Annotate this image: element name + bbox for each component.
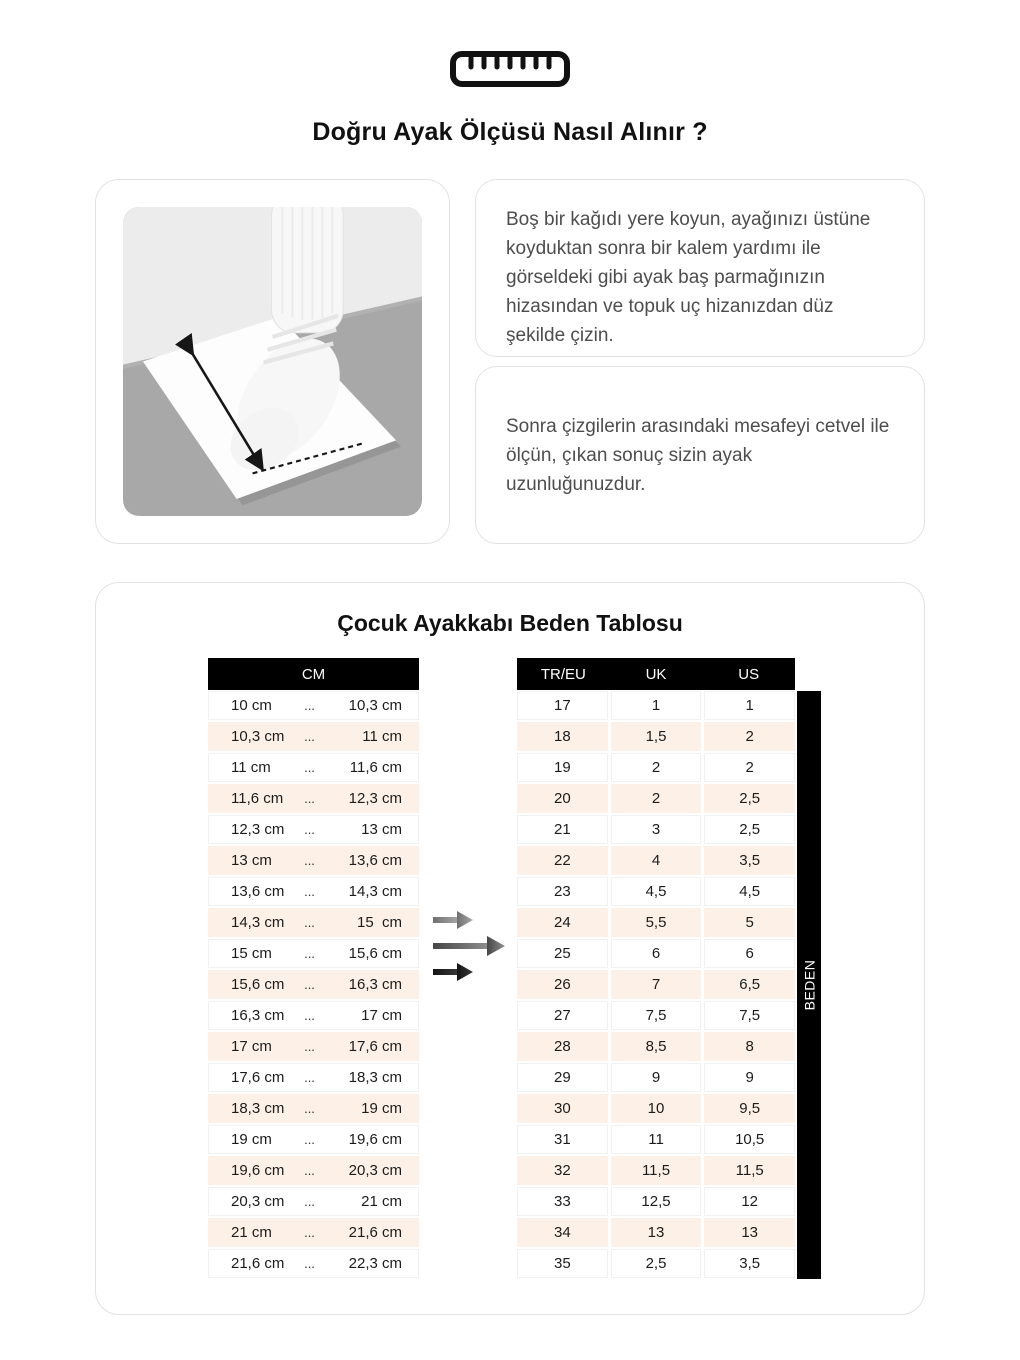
size-cell-us: 2,5 bbox=[704, 815, 795, 844]
size-table-row bbox=[517, 1094, 795, 1123]
instruction-card-1 bbox=[475, 179, 925, 357]
cm-cell-sep: ... bbox=[304, 1256, 315, 1271]
size-cell-tr-eu: 21 bbox=[517, 815, 608, 844]
cm-table-row bbox=[208, 1249, 419, 1278]
size-cell-us: 4,5 bbox=[704, 877, 795, 906]
beden-label: BEDEN bbox=[801, 959, 818, 1011]
cm-cell-sep: ... bbox=[304, 760, 315, 775]
cm-cell-from: 16,3 cm bbox=[231, 1007, 285, 1024]
size-cell-tr-eu: 25 bbox=[517, 939, 608, 968]
size-table-row bbox=[517, 1187, 795, 1216]
header-uk: UK bbox=[645, 665, 667, 683]
size-table-row bbox=[517, 970, 795, 999]
cm-table-row bbox=[208, 1156, 419, 1185]
cm-cell-to: 22,3 cm bbox=[348, 1255, 402, 1272]
size-table-row bbox=[517, 753, 795, 782]
cm-cell-to: 17,6 cm bbox=[348, 1038, 402, 1055]
measurement-guide-section bbox=[95, 179, 925, 544]
cm-cell-to: 19,6 cm bbox=[348, 1131, 402, 1148]
cm-table-row bbox=[208, 908, 419, 937]
cm-cell-from: 10,3 cm bbox=[231, 728, 285, 745]
cm-cell-sep: ... bbox=[304, 729, 315, 744]
size-table-row bbox=[517, 1156, 795, 1185]
size-cell-tr-eu: 30 bbox=[517, 1094, 608, 1123]
cm-cell-sep: ... bbox=[304, 1163, 315, 1178]
size-table-row bbox=[517, 939, 795, 968]
size-cell-tr-eu: 29 bbox=[517, 1063, 608, 1092]
international-size-table bbox=[517, 658, 795, 1280]
cm-cell-from: 17,6 cm bbox=[231, 1069, 285, 1086]
size-cell-uk: 1,5 bbox=[611, 722, 702, 751]
cm-cell-to: 18,3 cm bbox=[348, 1069, 402, 1086]
cm-cell-sep: ... bbox=[304, 1194, 315, 1209]
cm-cell-to: 16,3 cm bbox=[348, 976, 402, 993]
size-cell-us: 7,5 bbox=[704, 1001, 795, 1030]
size-cell-us: 6 bbox=[704, 939, 795, 968]
cm-table-row bbox=[208, 815, 419, 844]
cm-cell-from: 19,6 cm bbox=[231, 1162, 285, 1179]
cm-cell-sep: ... bbox=[304, 1070, 315, 1085]
cm-cell-sep: ... bbox=[304, 946, 315, 961]
cm-cell-to: 13,6 cm bbox=[348, 852, 402, 869]
size-table-header bbox=[517, 658, 795, 690]
size-table-row bbox=[517, 1249, 795, 1278]
cm-table-row bbox=[208, 1094, 419, 1123]
size-cell-us: 5 bbox=[704, 908, 795, 937]
cm-cell-to: 20,3 cm bbox=[348, 1162, 402, 1179]
size-table-row bbox=[517, 877, 795, 906]
size-table-row bbox=[517, 722, 795, 751]
size-cell-us: 2 bbox=[704, 722, 795, 751]
size-cell-us: 2,5 bbox=[704, 784, 795, 813]
transfer-arrows-icon bbox=[433, 911, 505, 981]
cm-cell-from: 15 cm bbox=[231, 945, 272, 962]
size-cell-tr-eu: 33 bbox=[517, 1187, 608, 1216]
cm-cell-to: 21 cm bbox=[361, 1193, 402, 1210]
cm-table-row bbox=[208, 1063, 419, 1092]
size-cell-us: 1 bbox=[704, 691, 795, 720]
size-table-row bbox=[517, 815, 795, 844]
cm-cell-from: 21,6 cm bbox=[231, 1255, 285, 1272]
instruction-text-1: Boş bir kağıdı yere koyun, ayağınızı üstüne koyduktan sonra bir kalem yardımı ile görseldeki gibi ayak baş parmağınızın hizasından ve topuk uç hizanızdan düz şekilde çizin. bbox=[506, 209, 871, 346]
size-cell-uk: 4 bbox=[611, 846, 702, 875]
instruction-card-2 bbox=[475, 366, 925, 544]
cm-table-header bbox=[208, 658, 419, 690]
size-cell-tr-eu: 23 bbox=[517, 877, 608, 906]
cm-cell-to: 15 cm bbox=[356, 914, 402, 931]
cm-table-row bbox=[208, 784, 419, 813]
cm-table-row bbox=[208, 1032, 419, 1061]
size-cell-tr-eu: 17 bbox=[517, 691, 608, 720]
page-title: Doğru Ayak Ölçüsü Nasıl Alınır ? bbox=[312, 118, 708, 146]
size-table-row bbox=[517, 1218, 795, 1247]
size-cell-tr-eu: 20 bbox=[517, 784, 608, 813]
size-cell-us: 9,5 bbox=[704, 1094, 795, 1123]
arrow-zone bbox=[419, 658, 517, 1280]
size-cell-tr-eu: 18 bbox=[517, 722, 608, 751]
cm-cell-from: 12,3 cm bbox=[231, 821, 285, 838]
size-table-row bbox=[517, 1125, 795, 1154]
cm-cell-sep: ... bbox=[304, 853, 315, 868]
size-cell-uk: 10 bbox=[611, 1094, 702, 1123]
size-cell-uk: 8,5 bbox=[611, 1032, 702, 1061]
size-cell-us: 11,5 bbox=[704, 1156, 795, 1185]
cm-table-row bbox=[208, 1218, 419, 1247]
size-cell-uk: 4,5 bbox=[611, 877, 702, 906]
size-table-title: Çocuk Ayakkabı Beden Tablosu bbox=[337, 610, 683, 636]
size-cell-uk: 7,5 bbox=[611, 1001, 702, 1030]
cm-table-row bbox=[208, 691, 419, 720]
size-cell-us: 9 bbox=[704, 1063, 795, 1092]
size-cell-tr-eu: 27 bbox=[517, 1001, 608, 1030]
size-cell-uk: 2,5 bbox=[611, 1249, 702, 1278]
size-cell-us: 13 bbox=[704, 1218, 795, 1247]
size-table-row bbox=[517, 846, 795, 875]
beden-vertical-label-bar bbox=[797, 691, 821, 1279]
size-cell-us: 10,5 bbox=[704, 1125, 795, 1154]
cm-cell-to: 10,3 cm bbox=[348, 697, 402, 714]
cm-cell-sep: ... bbox=[304, 698, 315, 713]
cm-table-row bbox=[208, 1187, 419, 1216]
instruction-text-2: Sonra çizgilerin arasındaki mesafeyi cetvel ile ölçün, çıkan sonuç sizin ayak uzunluğunuzdur. bbox=[506, 415, 890, 495]
size-cell-tr-eu: 19 bbox=[517, 753, 608, 782]
cm-cell-from: 19 cm bbox=[231, 1131, 272, 1148]
size-table-card bbox=[95, 582, 925, 1315]
size-table-row bbox=[517, 908, 795, 937]
size-cell-uk: 9 bbox=[611, 1063, 702, 1092]
header-us: US bbox=[738, 665, 760, 683]
size-cell-us: 2 bbox=[704, 753, 795, 782]
size-cell-us: 12 bbox=[704, 1187, 795, 1216]
cm-cell-to: 12,3 cm bbox=[348, 790, 402, 807]
cm-cell-sep: ... bbox=[304, 1008, 315, 1023]
size-cell-tr-eu: 26 bbox=[517, 970, 608, 999]
cm-table-row bbox=[208, 939, 419, 968]
size-cell-uk: 3 bbox=[611, 815, 702, 844]
size-cell-tr-eu: 34 bbox=[517, 1218, 608, 1247]
cm-cell-sep: ... bbox=[304, 822, 315, 837]
size-cell-uk: 5,5 bbox=[611, 908, 702, 937]
cm-table-row bbox=[208, 1125, 419, 1154]
size-cell-uk: 2 bbox=[611, 753, 702, 782]
cm-table-row bbox=[208, 722, 419, 751]
cm-cell-sep: ... bbox=[304, 1101, 315, 1116]
size-table-row bbox=[517, 1001, 795, 1030]
size-cell-tr-eu: 28 bbox=[517, 1032, 608, 1061]
cm-cell-to: 15,6 cm bbox=[348, 945, 402, 962]
size-cell-tr-eu: 32 bbox=[517, 1156, 608, 1185]
cm-cell-to: 13 cm bbox=[361, 821, 402, 838]
instructions-column bbox=[475, 179, 925, 544]
cm-table-row bbox=[208, 970, 419, 999]
size-cell-tr-eu: 31 bbox=[517, 1125, 608, 1154]
cm-cell-from: 18,3 cm bbox=[231, 1100, 285, 1117]
foot-measurement-image-card bbox=[95, 179, 450, 544]
foot-on-paper-image bbox=[123, 207, 422, 516]
cm-cell-sep: ... bbox=[304, 884, 315, 899]
cm-cell-sep: ... bbox=[304, 1225, 315, 1240]
size-cell-tr-eu: 22 bbox=[517, 846, 608, 875]
cm-cell-from: 11,6 cm bbox=[231, 790, 284, 807]
size-cell-tr-eu: 35 bbox=[517, 1249, 608, 1278]
cm-cell-sep: ... bbox=[304, 915, 315, 930]
size-cell-uk: 11 bbox=[611, 1125, 702, 1154]
cm-cell-from: 13,6 cm bbox=[231, 883, 285, 900]
size-cell-uk: 1 bbox=[611, 691, 702, 720]
size-cell-uk: 2 bbox=[611, 784, 702, 813]
size-cell-uk: 11,5 bbox=[611, 1156, 702, 1185]
cm-table-row bbox=[208, 877, 419, 906]
cm-cell-from: 21 cm bbox=[231, 1224, 272, 1241]
page-header bbox=[0, 0, 1020, 147]
cm-cell-to: 17 cm bbox=[361, 1007, 402, 1024]
cm-cell-from: 11 cm bbox=[231, 759, 271, 776]
size-cell-tr-eu: 24 bbox=[517, 908, 608, 937]
cm-table-row bbox=[208, 846, 419, 875]
cm-cell-sep: ... bbox=[304, 977, 315, 992]
size-cell-uk: 12,5 bbox=[611, 1187, 702, 1216]
cm-cell-from: 15,6 cm bbox=[231, 976, 285, 993]
ruler-icon bbox=[0, 50, 1020, 88]
cm-table-body bbox=[208, 691, 419, 1278]
size-cell-us: 3,5 bbox=[704, 846, 795, 875]
cm-table bbox=[208, 658, 419, 1280]
cm-cell-from: 20,3 cm bbox=[231, 1193, 285, 1210]
cm-cell-to: 14,3 cm bbox=[348, 883, 402, 900]
size-cell-uk: 6 bbox=[611, 939, 702, 968]
cm-cell-sep: ... bbox=[304, 1039, 315, 1054]
size-table-body bbox=[517, 691, 795, 1278]
cm-cell-sep: ... bbox=[304, 791, 315, 806]
size-table-row bbox=[517, 784, 795, 813]
size-cell-us: 8 bbox=[704, 1032, 795, 1061]
cm-cell-from: 10 cm bbox=[231, 697, 272, 714]
size-cell-us: 6,5 bbox=[704, 970, 795, 999]
cm-table-row bbox=[208, 1001, 419, 1030]
size-cell-us: 3,5 bbox=[704, 1249, 795, 1278]
cm-cell-from: 17 cm bbox=[231, 1038, 272, 1055]
size-cell-uk: 13 bbox=[611, 1218, 702, 1247]
cm-cell-from: 14,3 cm bbox=[231, 914, 285, 931]
size-table-row bbox=[517, 1032, 795, 1061]
cm-cell-from: 13 cm bbox=[231, 852, 272, 869]
cm-cell-to: 21,6 cm bbox=[348, 1224, 402, 1241]
size-table-row bbox=[517, 1063, 795, 1092]
size-tables-row bbox=[208, 658, 821, 1280]
cm-table-row bbox=[208, 753, 419, 782]
header-tr-eu: TR/EU bbox=[540, 665, 586, 683]
cm-cell-sep: ... bbox=[304, 1132, 315, 1147]
cm-cell-to: 11,6 cm bbox=[349, 759, 402, 776]
cm-header-label: CM bbox=[301, 665, 326, 683]
size-cell-uk: 7 bbox=[611, 970, 702, 999]
size-table-row bbox=[517, 691, 795, 720]
cm-cell-to: 11 cm bbox=[362, 728, 402, 745]
cm-cell-to: 19 cm bbox=[361, 1100, 402, 1117]
